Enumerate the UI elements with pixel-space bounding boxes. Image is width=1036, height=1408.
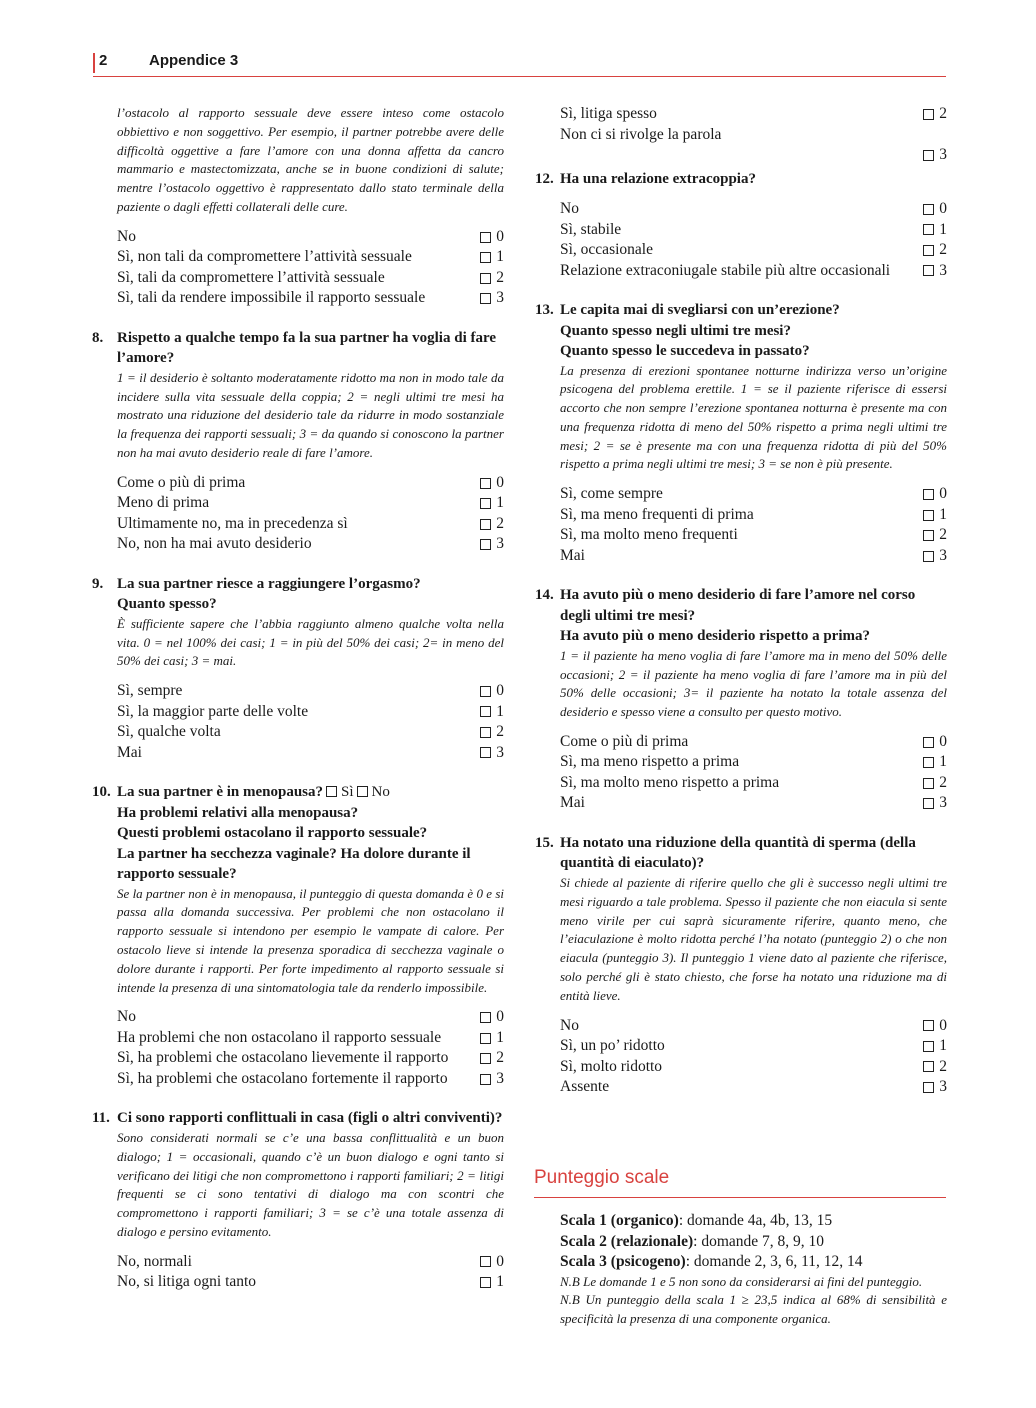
option-row[interactable] — [117, 473, 504, 494]
option-row[interactable] — [560, 484, 947, 505]
option-score: 1 — [496, 494, 504, 512]
option-score: 0 — [939, 200, 947, 217]
scores-block — [560, 1211, 947, 1329]
question-subtitle: Ha avuto più o meno desiderio rispetto a prima? — [560, 628, 870, 645]
option-label: Sì, ha problemi che ostacolano fortemente il rapporto — [117, 1069, 448, 1087]
options-list — [117, 1252, 504, 1293]
checkbox[interactable] — [923, 510, 934, 521]
checkbox[interactable] — [480, 519, 491, 530]
option-row[interactable] — [560, 220, 947, 241]
checkbox[interactable] — [923, 204, 934, 215]
option-score: 2 — [939, 105, 947, 122]
page-number: 2 — [99, 52, 108, 69]
options-list — [560, 484, 947, 566]
option-label: Sì, come sempre — [560, 485, 663, 503]
option-row[interactable] — [117, 681, 504, 702]
question-number: 12. — [535, 170, 554, 187]
checkbox[interactable] — [923, 224, 934, 235]
option-score: 3 — [939, 146, 947, 163]
option-row[interactable] — [117, 1069, 504, 1090]
checkbox[interactable] — [923, 1041, 934, 1052]
question-number: 14. — [535, 587, 554, 604]
question-13 — [535, 300, 947, 566]
options-list — [560, 1016, 947, 1098]
option-label: Come o più di prima — [117, 473, 246, 491]
option-score: 3 — [496, 1069, 504, 1087]
scale-text: : domande 4a, 4b, 13, 15 — [678, 1212, 833, 1229]
note-1: N.B Le domande 1 e 5 non sono da considerarsi ai fini del punteggio. — [560, 1273, 923, 1289]
question-title: Ha notato una riduzione della quantità di sperma (della quantità di eiaculato)? — [560, 834, 916, 872]
checkbox[interactable] — [480, 1074, 491, 1085]
question-subtitle: Quanto spesso negli ultimi tre mesi? — [560, 322, 791, 339]
question-9 — [92, 574, 504, 763]
question-number: 9. — [92, 575, 104, 592]
option-row[interactable] — [117, 1252, 504, 1273]
option-label: Sì, occasionale — [560, 241, 653, 258]
option-score: 1 — [496, 248, 504, 266]
option-score: 2 — [939, 526, 947, 544]
option-score: 0 — [496, 682, 504, 700]
question-subtitle: Ha problemi relativi alla menopausa? — [117, 804, 359, 821]
checkbox[interactable] — [480, 727, 491, 738]
checkbox[interactable] — [923, 530, 934, 541]
option-row[interactable] — [560, 505, 947, 526]
checkbox[interactable] — [923, 245, 934, 256]
option-row[interactable] — [560, 546, 947, 567]
scale-label: Scala 1 (organico) — [560, 1212, 679, 1229]
options-list — [560, 732, 947, 814]
option-score: 0 — [939, 485, 947, 503]
option-label: Sì, non tali da compromettere l’attività sessuale — [117, 248, 412, 266]
checkbox[interactable] — [923, 798, 934, 809]
option-score: 1 — [496, 702, 504, 720]
option-score: 3 — [939, 546, 947, 564]
question-7-continued — [92, 104, 504, 309]
question-number: 8. — [92, 329, 104, 346]
question-subtitle: Questi problemi ostacolano il rapporto sessuale? — [117, 825, 428, 842]
option-row[interactable] — [117, 702, 504, 723]
question-number: 11. — [92, 1110, 110, 1127]
scale-label: Scala 3 (psicogeno) — [560, 1253, 686, 1270]
option-label: Sì, qualche volta — [117, 723, 221, 741]
question-15 — [535, 833, 947, 1098]
option-label: Sì, ma molto meno rispetto a prima — [560, 773, 780, 791]
no-checkbox[interactable] — [357, 786, 368, 797]
checkbox[interactable] — [923, 1082, 934, 1093]
option-row[interactable] — [117, 1007, 504, 1028]
option-label: Relazione extraconiugale stabile più altre occasionali — [560, 261, 891, 279]
option-score: 3 — [939, 261, 947, 279]
option-row[interactable] — [117, 1272, 504, 1293]
checkbox[interactable] — [923, 109, 934, 120]
option-score: 1 — [939, 1037, 947, 1055]
left-column — [92, 104, 504, 1293]
question-number: 10. — [92, 784, 111, 801]
option-row[interactable] — [117, 1048, 504, 1069]
option-row[interactable] — [117, 534, 504, 555]
option-row[interactable] — [117, 514, 504, 535]
checkbox[interactable] — [923, 1020, 934, 1031]
option-score: 2 — [496, 1049, 504, 1067]
scale-text: : domande 2, 3, 6, 11, 12, 14 — [685, 1253, 863, 1270]
option-score: 0 — [496, 473, 504, 491]
option-score: 2 — [939, 773, 947, 791]
checkbox[interactable] — [923, 737, 934, 748]
option-row[interactable] — [117, 268, 504, 289]
checkbox[interactable] — [480, 252, 491, 263]
option-row[interactable] — [560, 752, 947, 773]
option-score: 2 — [939, 241, 947, 258]
question-11 — [92, 1108, 504, 1292]
option-row[interactable] — [560, 773, 947, 794]
option-label: Mai — [560, 546, 585, 564]
scale-3 — [560, 1252, 947, 1273]
yes-label: Sì — [341, 784, 354, 801]
checkbox[interactable] — [480, 293, 491, 304]
question-title: La sua partner riesce a raggiungere l’orgasmo? — [117, 575, 421, 592]
option-label: Sì, tali da compromettere l’attività sessuale — [117, 268, 385, 286]
option-score: 0 — [496, 1252, 504, 1270]
option-row[interactable] — [117, 227, 504, 248]
checkbox[interactable] — [923, 150, 934, 161]
option-label: Assente — [560, 1078, 610, 1096]
scale-2 — [560, 1232, 947, 1253]
option-score: 0 — [939, 732, 947, 750]
option-label: No, non ha mai avuto desiderio — [117, 535, 312, 553]
checkbox[interactable] — [923, 265, 934, 276]
question-title: Le capita mai di svegliarsi con un’erezione? — [560, 302, 840, 318]
option-label: Sì, un po’ ridotto — [560, 1037, 665, 1055]
option-row[interactable] — [560, 199, 947, 220]
option-score: 3 — [496, 289, 504, 307]
checkbox[interactable] — [480, 232, 491, 243]
section-title: Punteggio scale — [534, 1164, 946, 1198]
option-label: Sì, molto ridotto — [560, 1057, 663, 1075]
option-score: 2 — [496, 514, 504, 532]
option-label: Sì, tali da rendere impossibile il rapporto sessuale — [117, 289, 426, 307]
option-label: Sì, ma meno rispetto a prima — [560, 753, 740, 771]
option-score: 1 — [496, 1273, 504, 1291]
options-list — [117, 1007, 504, 1089]
question-14 — [535, 585, 947, 814]
option-score: 3 — [939, 794, 947, 812]
question-note: Si chiede al paziente di riferire quello che gli è successo negli ultimi tre mesi riguardo a tale problema. Spesso il paziente che non eiacula si sente meno virile per cui saprà sicuramente riferire, quanto meno, che l’eiaculazione è molto ridotta perché l’ha notato (punteggio 2) o che non eiacula (punteggio 3). Il punteggio 1 viene dato al paziente che riferisce, solo perché gli è stato chiesto, che forse ha notato una riduzione ma di entità lieve. — [560, 874, 947, 1003]
scale-text: : domande 7, 8, 9, 10 — [693, 1232, 825, 1250]
option-label: Sì, stabile — [560, 220, 622, 238]
checkbox[interactable] — [923, 551, 934, 562]
option-label: No — [560, 1016, 579, 1034]
option-label: No — [117, 227, 136, 245]
option-score: 2 — [496, 723, 504, 741]
checkbox[interactable] — [923, 778, 934, 789]
option-row[interactable] — [560, 793, 947, 814]
option-label: Sì, ma meno frequenti di prima — [560, 505, 754, 523]
question-11-continued — [535, 104, 947, 166]
question-subtitle: La partner ha secchezza vaginale? Ha dolore durante il rapporto sessuale? — [117, 845, 471, 883]
option-label: Sì, sempre — [117, 682, 183, 700]
right-column — [535, 104, 947, 1098]
question-title — [117, 782, 504, 803]
option-label: No, normali — [117, 1252, 192, 1270]
question-title: Rispetto a qualche tempo fa la sua partner ha voglia di fare l’amore? — [117, 329, 497, 367]
question-note: È sufficiente sapere che l’abbia raggiunto almeno qualche volta nella vita. 0 = nel 100% dei casi; 1 = in più del 50% dei casi; 2= in meno del 50% dei casi; 3 = mai. — [117, 615, 504, 669]
option-label: Ha problemi che non ostacolano il rapporto sessuale — [117, 1028, 442, 1046]
question-note: La presenza di erezioni spontanee notturne indirizza verso un’origine psicogena del problema erettile. 1 = se il paziente riferisce di essersi accorto che non sempre l’erezione spontanea notturna è presente ma con una frequenza ridotta di meno del 50% rispetto a prima negli ultimi tre mesi; 2 = se è presente ma con una frequenza ridotta di più del 50% rispetto a prima negli ultimi tre mesi; 3 = se non è più presente. — [560, 362, 947, 472]
option-score: 3 — [496, 535, 504, 553]
option-label: Sì, ha problemi che ostacolano lievemente il rapporto — [117, 1049, 449, 1067]
option-row[interactable] — [560, 1016, 947, 1037]
question-10 — [92, 782, 504, 1089]
option-label: No — [560, 200, 579, 217]
question-subtitle: Quanto spesso? — [117, 596, 217, 613]
option-score: 2 — [496, 268, 504, 286]
question-number: 15. — [535, 834, 554, 851]
option-row — [560, 125, 947, 146]
checkbox[interactable] — [480, 478, 491, 489]
option-row[interactable] — [117, 247, 504, 268]
checkbox[interactable] — [923, 757, 934, 768]
checkbox[interactable] — [480, 1277, 491, 1288]
option-label: Sì, ma molto meno frequenti — [560, 526, 738, 544]
question-number: 13. — [535, 302, 554, 318]
option-label: Mai — [117, 743, 142, 761]
checkbox[interactable] — [480, 1033, 491, 1044]
option-row[interactable] — [117, 1028, 504, 1049]
checkbox[interactable] — [480, 686, 491, 697]
checkbox[interactable] — [480, 706, 491, 717]
option-row[interactable] — [117, 722, 504, 743]
option-label: No — [117, 1008, 136, 1026]
yes-checkbox[interactable] — [326, 786, 337, 797]
question-note: 1 = il desiderio è soltanto moderatamente ridotto ma non in modo tale da incidere sulla vita sessuale della coppia; 2 = negli ultimi tre mesi ha mostrato una riduzione del desiderio tale da ridurre in modo sostanziale la frequenza dei rapporti sessuali; 3 = da quando si conoscono la partner non ha mai avuto desiderio reale di fare l’amore. — [117, 369, 504, 460]
option-label: Non ci si rivolge la parola — [560, 125, 722, 143]
page-header — [93, 50, 946, 77]
option-row[interactable] — [560, 261, 947, 282]
option-score: 0 — [939, 1016, 947, 1034]
option-label: Meno di prima — [117, 494, 210, 512]
question-note: 1 = il paziente ha meno voglia di fare l’amore ma in meno del 50% delle occasioni; 2 = il paziente ha meno voglia di fare l’amore ma in più del 50% delle occasioni; 3= il paziente ha notato la totale assenza del desiderio e spesso viene a consulto per questo motivo. — [560, 647, 947, 720]
option-score: 1 — [939, 753, 947, 771]
question-title: Ci sono rapporti conflittuali in casa (figli o altri conviventi)? — [117, 1110, 503, 1127]
options-list — [117, 681, 504, 763]
page-title: Appendice 3 — [149, 52, 239, 69]
option-score: 0 — [496, 227, 504, 245]
question-12 — [535, 169, 947, 282]
question-note: Se la partner non è in menopausa, il punteggio di questa domanda è 0 e si passa alla domanda successiva. Per problemi che non ostacolano il rapporto sessuale si intendono per esempio le vampate di calore. Per ostacolo lieve si intende la presenza sporadica di secchezza vaginale o dolore durante i rapporti. Per forte impedimento al rapporto sessuale si intende la presenza di una sintomatologia tale da renderlo impossibile. — [117, 885, 504, 995]
option-score: 2 — [939, 1057, 947, 1075]
checkbox[interactable] — [480, 273, 491, 284]
options-list — [117, 473, 504, 555]
question-8 — [92, 328, 504, 555]
option-score: 1 — [939, 220, 947, 238]
option-row[interactable] — [560, 1036, 947, 1057]
option-label: No, si litiga ogni tanto — [117, 1273, 257, 1291]
scale-label: Scala 2 (relazionale) — [560, 1232, 694, 1250]
options-list — [117, 227, 504, 309]
checkbox[interactable] — [480, 1053, 491, 1064]
option-row[interactable] — [560, 1077, 947, 1098]
checkbox[interactable] — [480, 1012, 491, 1023]
question-title: Ha avuto più o meno desiderio di fare l’amore nel corso degli ultimi tre mesi? — [560, 587, 916, 624]
checkbox[interactable] — [480, 747, 491, 758]
option-row[interactable] — [560, 240, 947, 261]
option-label: Mai — [560, 794, 585, 812]
header-accent-bar — [93, 53, 95, 73]
option-score: 1 — [496, 1028, 504, 1046]
option-score: 1 — [939, 505, 947, 523]
option-label: Come o più di prima — [560, 732, 689, 750]
checkbox[interactable] — [480, 498, 491, 509]
option-row[interactable] — [560, 525, 947, 546]
option-row[interactable] — [560, 732, 947, 753]
option-score: 3 — [496, 743, 504, 761]
option-row[interactable] — [560, 1057, 947, 1078]
question-subtitle: Quanto spesso le succedeva in passato? — [560, 343, 810, 359]
menopause-question: La sua partner è in menopausa? — [117, 784, 324, 801]
question-note: Sono considerati normali se c’e una bassa conflittualità e un buon dialogo; 1 = occasionali, quando c’è un buon dialogo e ogni tanto si verificano dei litigi che non compromettono i rapporti familiari; 2 = litigi frequenti se ci sono tentativi di dialogo ma con scontri che compromettono i rapporti familiari; 3 = se c’è una totale assenza di dialogo e persino evitamento. — [117, 1129, 504, 1239]
option-row[interactable] — [117, 288, 504, 309]
checkbox[interactable] — [480, 539, 491, 550]
option-score: 0 — [496, 1008, 504, 1026]
note-2: N.B Un punteggio della scala 1 ≥ 23,5 indica al 68% di sensibilità e specificità la presenza di una componente organica. — [560, 1292, 947, 1327]
option-score: 3 — [939, 1078, 947, 1096]
option-label: Sì, la maggior parte delle volte — [117, 702, 309, 720]
option-row[interactable] — [560, 145, 947, 166]
checkbox[interactable] — [923, 489, 934, 500]
question-note: l’ostacolo al rapporto sessuale deve essere inteso come ostacolo obbiettivo e non soggettivo. Per esempio, il partner potrebbe avere delle difficoltà oggettive a fare l’amore con una donna affetta da cancro mammario e mastectomizzata, anche se in buone condizioni di salute; mentre l’ostacolo oggettivo è rappresentato dallo stato terminale della paziente o dagli effetti collaterali delle cure. — [117, 105, 504, 214]
option-row[interactable] — [117, 493, 504, 514]
option-label: Sì, litiga spesso — [560, 105, 657, 122]
option-row[interactable] — [117, 743, 504, 764]
option-label: Ultimamente no, ma in precedenza sì — [117, 514, 348, 532]
options-list — [560, 199, 947, 281]
option-row[interactable] — [560, 104, 947, 125]
question-title: Ha una relazione extracoppia? — [560, 170, 756, 187]
no-label: No — [371, 784, 390, 801]
scale-1 — [560, 1211, 947, 1232]
checkbox[interactable] — [480, 1256, 491, 1267]
checkbox[interactable] — [923, 1061, 934, 1072]
